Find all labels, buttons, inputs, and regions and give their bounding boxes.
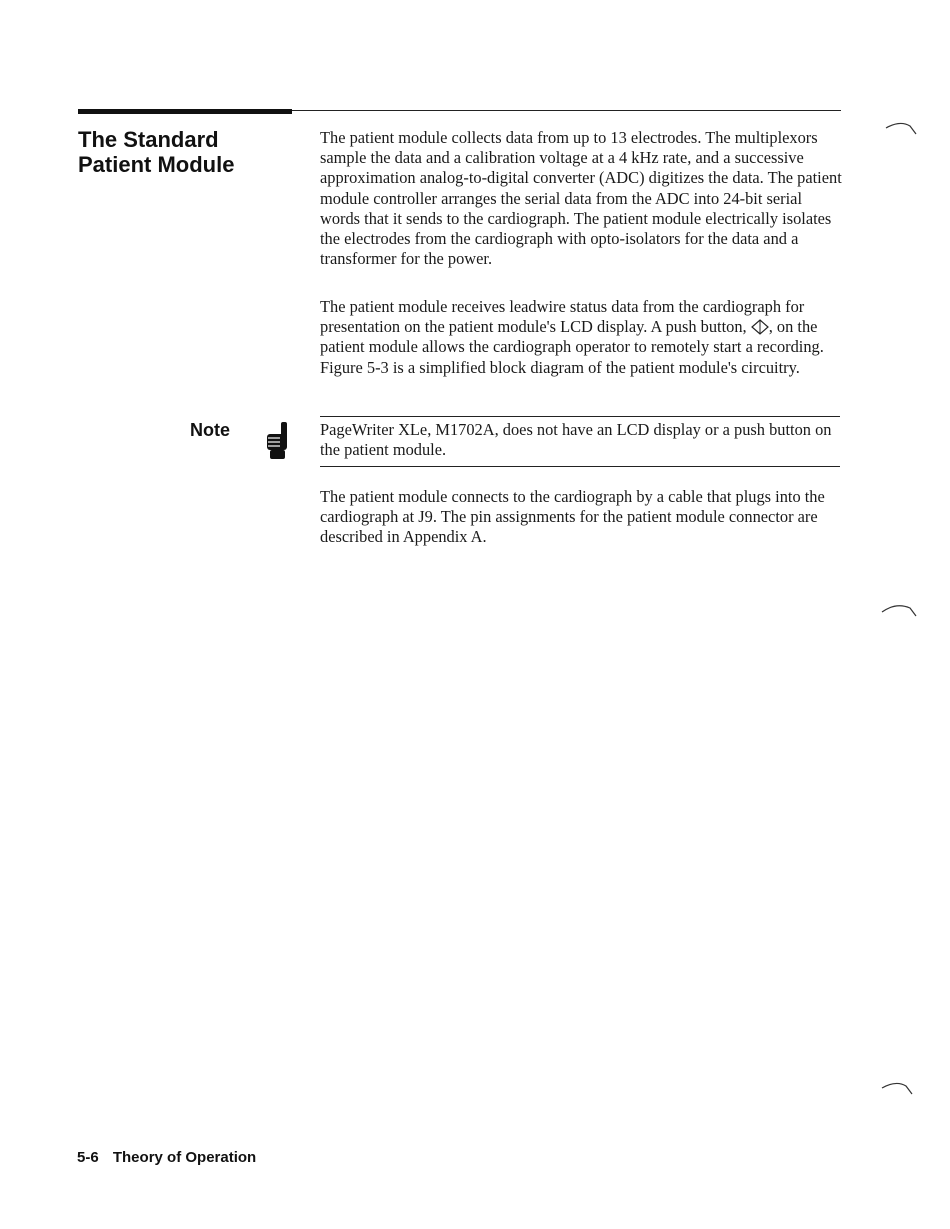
pointing-hand-icon <box>264 420 292 460</box>
note-label: Note <box>190 420 230 440</box>
scan-mark-icon <box>884 118 924 138</box>
section-heading <box>78 127 234 177</box>
page-number: 5-6 <box>77 1149 99 1166</box>
section-rule-thick <box>78 109 292 114</box>
scan-mark-icon <box>880 600 920 620</box>
body-paragraph-1: The patient module collects data from up to 13 electrodes. The multiplexors sample the data and a calibration voltage at a 4 kHz rate, and a successive approximation analog-to-digital converter (ADC) digitizes the data. The patient module controller arranges the serial data from the ADC into 24-bit serial words that it sends to the cardiograph. The patient module electrically isolates the electrodes from the cardiograph with opto-isolators for the data and a transformer for the power. <box>320 128 842 269</box>
note-rule-top <box>320 416 840 417</box>
paragraph-2-text-end: , on the patient module allows the cardiograph operator to remotely start a recording. Figure 5-3 is a simplified block diagram of the patient module's circuitry. <box>320 317 824 377</box>
body-paragraph-3: The patient module connects to the cardiograph by a cable that plugs into the cardiograph at J9. The pin assignments for the patient module connector are described in Appendix A. <box>320 487 825 547</box>
paragraph-2-text-start: The patient module receives leadwire status data from the cardiograph for presentation on the patient module's LCD display. A push button, <box>320 297 805 337</box>
diamond-arrow-icon <box>751 319 769 335</box>
section-heading-line2: Patient Module <box>78 152 235 177</box>
section-heading-line1: The Standard <box>78 127 219 152</box>
scan-mark-icon <box>880 1078 920 1098</box>
page-footer <box>77 1149 256 1166</box>
note-rule-bottom <box>320 466 840 467</box>
note-text: PageWriter XLe, M1702A, does not have an LCD display or a push button on the patient module. <box>320 420 832 460</box>
body-paragraph-2 <box>320 297 845 378</box>
section-rule-thin <box>292 110 841 111</box>
chapter-title: Theory of Operation <box>112 1149 257 1166</box>
